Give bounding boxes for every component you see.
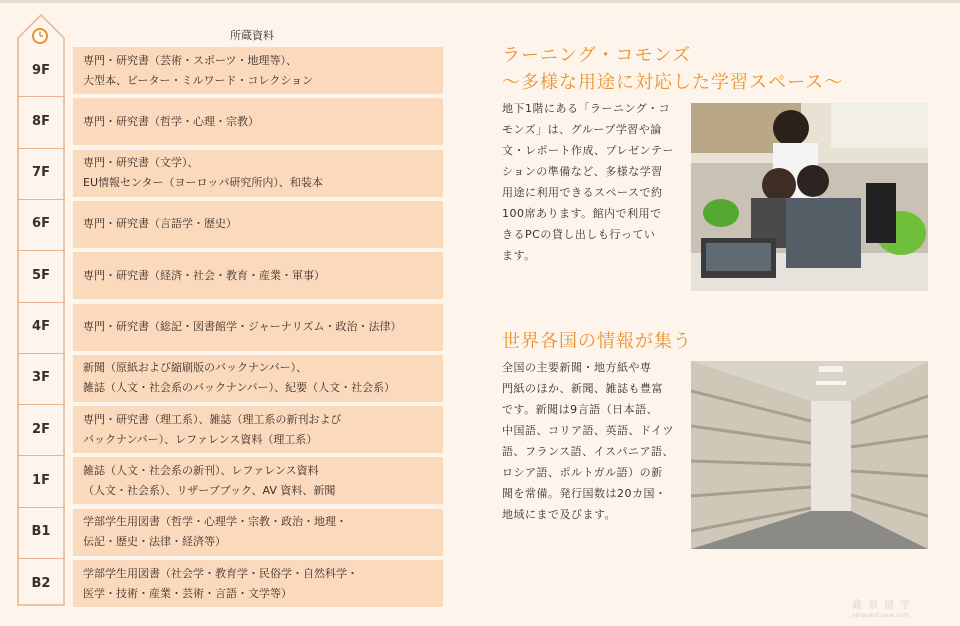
floor-collection-line: 雑誌（人文・社会系のバックナンバー）、紀要（人文・社会系） (83, 381, 396, 395)
learning-commons-text (502, 98, 684, 266)
floor-collection-line: 専門・研究書（経済・社会・教育・産業・軍事） (83, 268, 325, 282)
floor-collection-box (73, 560, 443, 607)
floor-divider (17, 404, 65, 405)
paragraph-line: ロシア語、ポルトガル語）の新 (502, 466, 663, 479)
floor-label: 5F (32, 267, 50, 283)
learning-commons-subtitle: 〜多様な用途に対応した学習スペース〜 (502, 72, 844, 93)
paragraph-line: 中国語、コリア語、英語、ドイツ (502, 424, 674, 437)
floor-collection-box (73, 457, 443, 504)
floor-collection-box (73, 98, 443, 145)
floor-collection-line: 医学・技術・産業・芸術・言語・文学等） (83, 586, 292, 600)
floor-divider (17, 558, 65, 559)
collection-header: 所蔵資料 (230, 29, 274, 42)
floor-divider (17, 455, 65, 456)
paragraph-line: 門紙のほか、新聞、雑誌も豊富 (502, 382, 663, 395)
paragraph-line: モンズ」は、グループ学習や論 (502, 123, 662, 136)
floor-collection-line: 専門・研究書（言語学・歴史） (83, 217, 237, 231)
floor-collection-box (73, 252, 443, 299)
floor-label: B2 (31, 575, 51, 591)
floor-collection-line: 専門・研究書（総記・図書館学・ジャーナリズム・政治・法律） (83, 320, 402, 333)
paragraph-line: ます。 (502, 249, 536, 262)
floor-divider (17, 250, 65, 251)
floor-collection-line: （人文・社会系）、リザーブブック、AV 資料、新聞 (83, 483, 336, 497)
paragraph-line: 語、フランス語、イスパニア語、 (502, 445, 675, 458)
paragraph-line: 全国の主要新聞・地方紙や専 (502, 361, 652, 374)
floor-collection-line: 大型本、ビーター・ミルワード・コレクション (83, 73, 314, 87)
floor-collection-box (73, 406, 443, 453)
floor-label: 2F (32, 421, 50, 437)
floor-collection-line: 伝記・歴史・法律・経済等） (83, 535, 226, 549)
newspaper-archive-photo (691, 361, 928, 549)
floor-label: 8F (32, 113, 50, 129)
paragraph-line: ションの準備など、多様な学習 (502, 165, 663, 178)
paragraph-line: 文・レポート作成、プレゼンテー (502, 144, 675, 157)
floor-divider (17, 148, 65, 149)
floor-collection-line: 専門・研究書（哲学・心理・宗教） (83, 114, 259, 128)
floor-collection-line: 専門・研究書（芸術・スポーツ・地理等）、 (83, 53, 298, 67)
paragraph-line: 地下1階にある「ラーニング・コ (502, 102, 671, 115)
paragraph-line: 用途に利用できるスペースで約 (502, 186, 663, 199)
floor-collection-box (73, 201, 443, 248)
paragraph-line: 100席あります。館内で利用で (502, 207, 662, 220)
floor-collection-line: 学部学生用図書（哲学・心理学・宗教・政治・地理・ (83, 515, 347, 529)
world-info-text (502, 357, 684, 525)
floor-collection-line: 学部学生用図書（社会学・教育学・民俗学・自然科学・ (83, 566, 358, 580)
paragraph-line: きるPCの貸し出しも行ってい (502, 228, 656, 241)
floor-divider (17, 507, 65, 508)
floor-collection-line: EU情報センター（ヨーロッパ研究所内）、和装本 (83, 176, 323, 190)
floor-divider (17, 96, 65, 97)
floor-divider (17, 353, 65, 354)
watermark-logo: 鑫泉留学 (852, 600, 916, 611)
watermark-url: xinquanliuxue.com (852, 612, 910, 619)
floor-divider (17, 302, 65, 303)
floor-divider (17, 199, 65, 200)
paragraph-line: 地域にまで及びます。 (502, 508, 617, 521)
floor-label: 3F (32, 370, 50, 386)
floor-label: B1 (31, 524, 51, 540)
paragraph-line: です。新聞は9言語（日本語、 (502, 403, 659, 416)
top-rule (0, 0, 960, 3)
floor-label: 6F (32, 216, 50, 232)
floor-label: 1F (32, 472, 50, 488)
learning-commons-title: ラーニング・コモンズ (502, 45, 692, 66)
floor-collection-line: バックナンバー）、レファレンス資料（理工系） (83, 432, 318, 446)
world-info-title: 世界各国の情報が集う (502, 331, 692, 352)
building-outline (17, 14, 65, 606)
floor-collection-box (73, 304, 443, 351)
floor-collection-box (73, 150, 443, 197)
learning-commons-photo (691, 103, 928, 291)
floor-collection-line: 新聞（原紙および縮刷版のバックナンバー）、 (83, 361, 308, 375)
floor-collection-line: 雑誌（人文・社会系の新刊）、レファレンス資料 (83, 463, 319, 477)
floor-collection-box (73, 47, 443, 94)
floor-label: 9F (32, 62, 50, 78)
floor-collection-line: 専門・研究書（文学）、 (83, 156, 199, 170)
paragraph-line: 聞を常備。発行国数は20カ国・ (502, 487, 667, 500)
clock-icon (31, 27, 49, 45)
floor-collection-box (73, 355, 443, 402)
floor-label: 7F (32, 165, 50, 181)
floor-collection-line: 専門・研究書（理工系）、雑誌（理工系の新刊および (83, 412, 342, 426)
floor-label: 4F (32, 319, 50, 334)
floor-collection-box (73, 509, 443, 556)
